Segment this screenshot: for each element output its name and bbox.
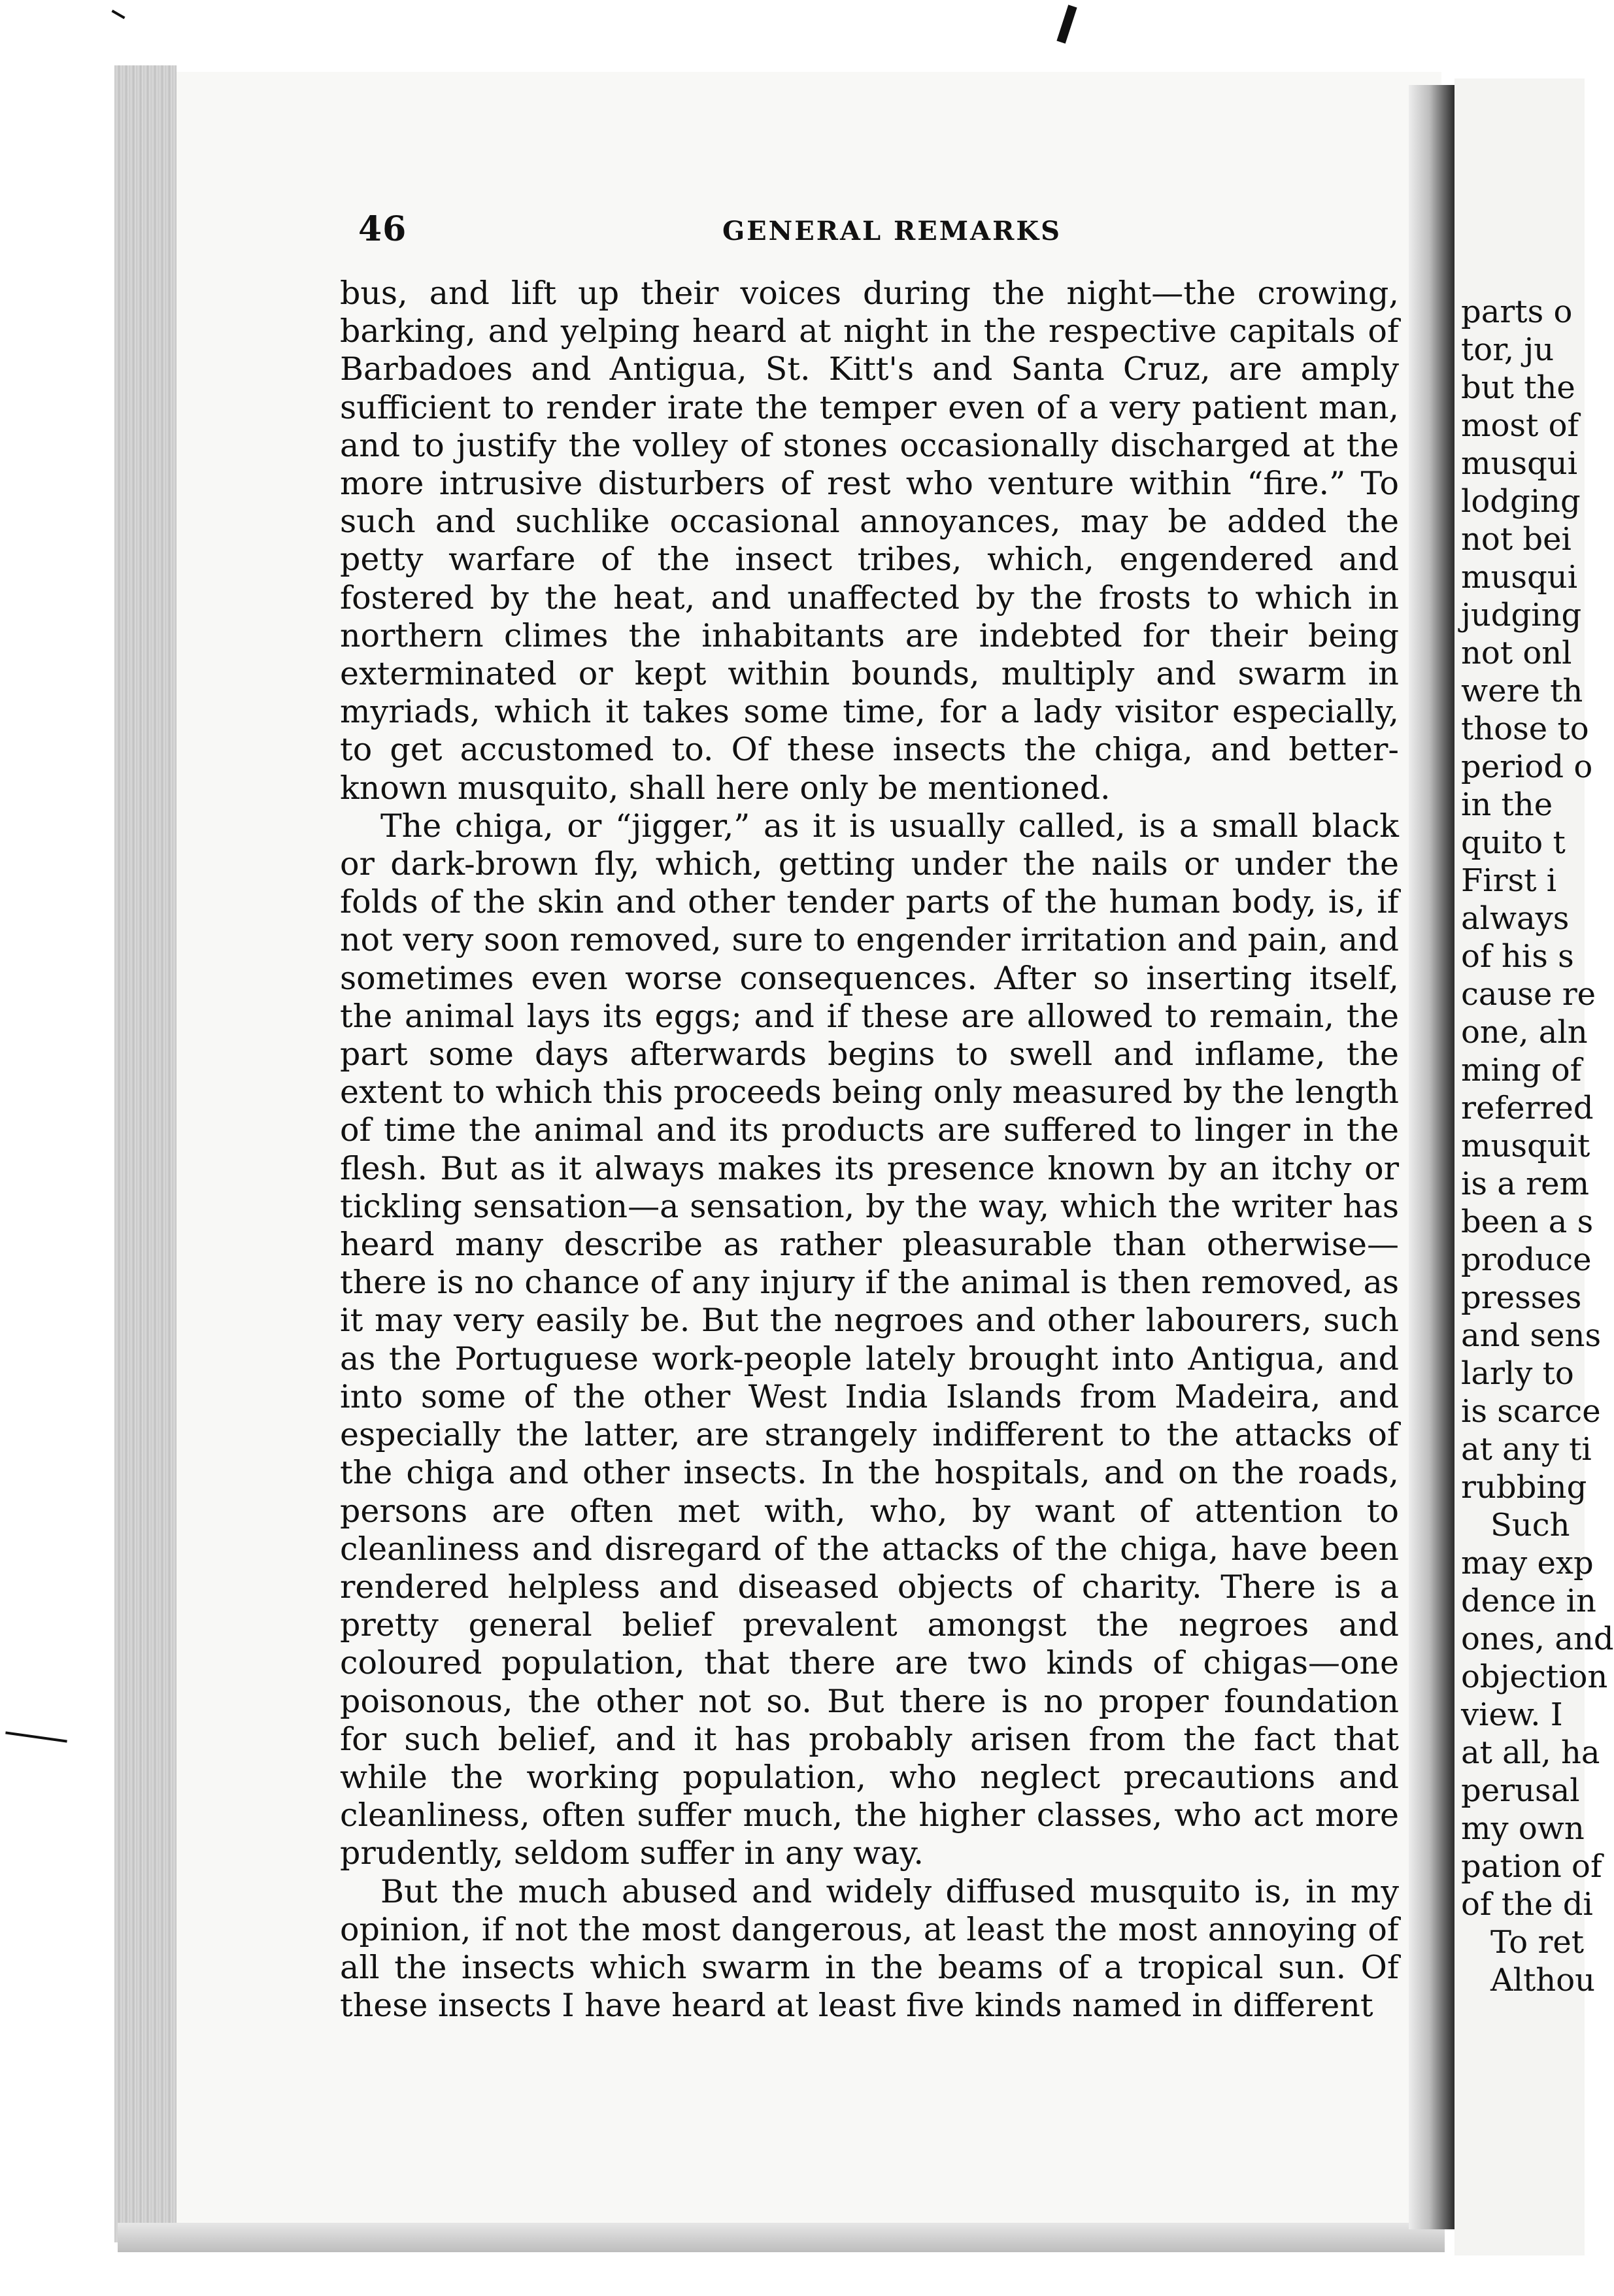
facing-line: parts o: [1461, 294, 1573, 330]
facing-line: First i: [1461, 862, 1557, 899]
facing-line: of his s: [1461, 938, 1574, 975]
facing-line: view. I: [1461, 1697, 1563, 1733]
book-bottom-edge: [118, 2223, 1445, 2252]
facing-line: most of: [1461, 407, 1579, 444]
facing-line: at any ti: [1461, 1431, 1592, 1468]
facing-line: musqui: [1461, 445, 1578, 482]
facing-page-text: [1461, 293, 1614, 1999]
facing-line: in the: [1461, 786, 1553, 823]
facing-line: lodging: [1461, 483, 1581, 520]
facing-line: and sens: [1461, 1317, 1602, 1354]
paragraph: But the much abused and widely diffused musquito is, in my opinion, if not the most dangerous, at least the most annoying of all the insects which swarm in the beams of a tropical sun. Of these insects I have heard at least five kinds named in different: [340, 1872, 1399, 2025]
facing-line: is scarce: [1461, 1393, 1601, 1430]
facing-line: not onl: [1461, 635, 1572, 671]
facing-line: cause re: [1461, 976, 1596, 1013]
facing-line: may exp: [1461, 1545, 1594, 1581]
facing-line: tor, ju: [1461, 331, 1555, 368]
facing-line: musqui: [1461, 559, 1578, 596]
paragraph: The chiga, or “jigger,” as it is usually called, is a small black or dark-brown fly, which, getting under the nails or under the folds of the skin and other tender parts of the human body, is, if not very soon removed, sure to engender irritation and pain, and sometimes even worse consequences. After so inserting itself, the animal lays its eggs; and if these are allowed to remain, the part some days afterwards begins to swell and inflame, the extent to which this proceeds being only measured by the length of time the animal and its products are suffered to linger in the flesh. But as it always makes its presence known by an itchy or tickling sensation—a sensation, by the way, which the writer has heard many describe as rather pleasurable than otherwise—there is no chance of any injury if the animal is then removed, as it may very easily be. But the negroes and other labourers, such as the Portuguese work-people lately brought into Antigua, and into some of the other West India Islands from Madeira, and especially the latter, are strangely indifferent to the attacks of the chiga and other insects. In the hospitals, and on the roads, persons are often met with, who, by want of attention to cleanliness and disregard of the attacks of the chiga, have been rendered helpless and diseased objects of charity. There is a pretty general belief prevalent amongst the negroes and coloured population, that there are two kinds of chigas—one poisonous, the other not so. But there is no proper foundation for such belief, and it has probably arisen from the fact that while the working population, who neglect precautions and cleanliness, often suffer much, the higher classes, who act more prudently, seldom suffer in any way.: [340, 807, 1399, 1872]
facing-line: produce: [1461, 1241, 1592, 1278]
facing-line: were th: [1461, 673, 1583, 709]
facing-line: pation of: [1461, 1848, 1602, 1885]
body-text: [340, 275, 1399, 2025]
facing-line: at all, ha: [1461, 1734, 1600, 1771]
running-head: GENERAL REMARKS: [722, 216, 1062, 246]
facing-line: musquit: [1461, 1128, 1590, 1164]
facing-line: larly to: [1461, 1355, 1574, 1392]
facing-line: of the di: [1461, 1886, 1593, 1923]
facing-line: To ret: [1490, 1924, 1585, 1961]
facing-line: ones, and: [1461, 1621, 1614, 1657]
facing-line: those to: [1461, 711, 1589, 747]
page-number: 46: [358, 209, 407, 249]
facing-line: judging: [1461, 597, 1582, 633]
facing-line: dence in: [1461, 1583, 1596, 1619]
facing-line: Althou: [1490, 1962, 1596, 1999]
facing-line: quito t: [1461, 824, 1566, 861]
facing-line: my own: [1461, 1810, 1585, 1847]
book-page-edges: [114, 65, 177, 2242]
facing-line: rubbing: [1461, 1469, 1587, 1506]
facing-line: is a rem: [1461, 1166, 1589, 1202]
facing-line: presses: [1461, 1279, 1582, 1316]
facing-line: been a s: [1461, 1204, 1594, 1240]
paragraph: bus, and lift up their voices during the night—the crowing, barking, and yelping heard at night in the respective capitals of Barbadoes and Antigua, St. Kitt's and Santa Cruz, are amply sufficient to render irate the temper even of a very patient man, and to justify the volley of stones occasionally discharged at the more intrusive disturbers of rest who venture within “fire.” To such and suchlike occasional annoyances, may be added the petty warfare of the insect tribes, which, engendered and fostered by the heat, and unaffected by the frosts to which in northern climes the inhabitants are indebted for their being exterminated or kept within bounds, multiply and swarm in myriads, which it takes some time, for a lady visitor especially, to get accustomed to. Of these insects the chiga, and better-known musquito, shall here only be mentioned.: [340, 275, 1399, 807]
book-gutter-shadow: [1409, 85, 1454, 2229]
facing-line: period o: [1461, 749, 1593, 785]
facing-line: referred: [1461, 1090, 1594, 1126]
facing-line: not bei: [1461, 521, 1572, 558]
facing-line: Such: [1490, 1507, 1570, 1544]
facing-line: always: [1461, 900, 1570, 937]
facing-line: one, aln: [1461, 1014, 1588, 1051]
facing-line: ming of: [1461, 1052, 1582, 1089]
facing-line: perusal: [1461, 1772, 1580, 1809]
facing-line: objection: [1461, 1659, 1608, 1695]
facing-line: but the: [1461, 369, 1575, 406]
